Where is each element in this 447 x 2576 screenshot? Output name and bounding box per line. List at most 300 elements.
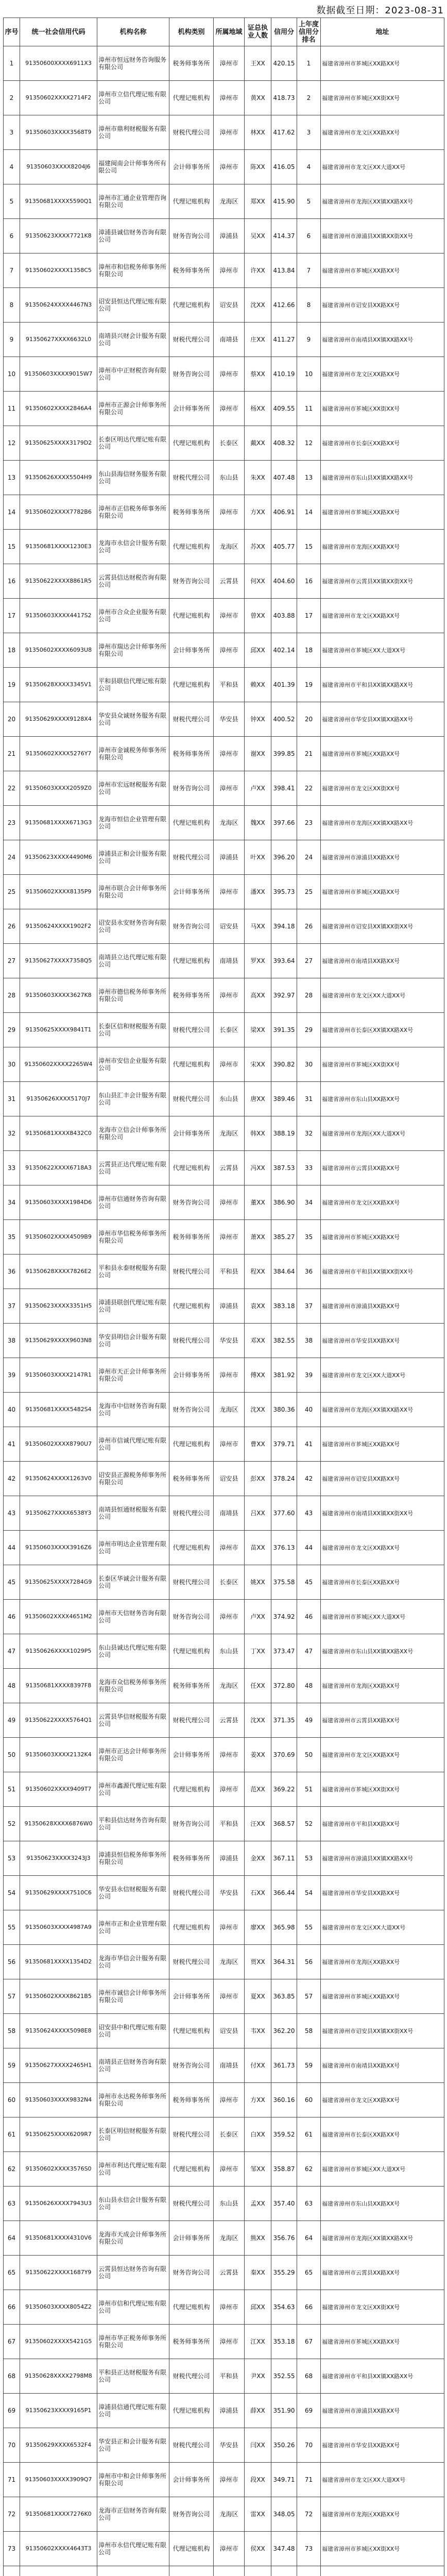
- cell-score: 364.31: [271, 1945, 297, 1979]
- table-body: [4, 46, 444, 2576]
- cell-credit-code: 91350622XXXX8861R5: [20, 564, 97, 599]
- table-row: [4, 2290, 444, 2325]
- cell-credit-code: 91350603XXXX4417S2: [20, 599, 97, 633]
- cell-address: 福建省漳州市龙文区XX大道XX号: [321, 150, 444, 184]
- table-row: [4, 702, 444, 737]
- cell-address: 福建省漳州市龙海区XX路XX号: [321, 2497, 444, 2532]
- table-row: [4, 771, 444, 806]
- cell-credit-code: 91350602XXXX3576S0: [20, 2152, 97, 2187]
- cell-score: 372.80: [271, 1669, 297, 1703]
- cell-staff: 邹XX: [245, 2152, 271, 2187]
- cell-no: 13: [4, 461, 20, 495]
- cell-address: 福建省漳州市芗城区XX路XX号: [321, 46, 444, 81]
- cell-org-type: 税务师事务所: [169, 1220, 214, 1255]
- cell-address: 福建省漳州市诏安县XX镇XX街XX号: [321, 909, 444, 944]
- cell-org-name: 漳州市和信税务师事务所有限公司: [97, 253, 169, 288]
- cell-credit-code: 91350600XXXX6911X3: [20, 46, 97, 81]
- cell-org-name: 漳州市正信税务师事务所有限公司: [97, 495, 169, 530]
- cell-org-name: 诏安县正源税务师事务所有限公司: [97, 1462, 169, 1496]
- cell-region: 漳州市: [214, 1910, 245, 1945]
- cell-no: 23: [4, 806, 20, 840]
- cell-region: 漳州市: [214, 2083, 245, 2117]
- cell-no: 47: [4, 1634, 20, 1669]
- cell-staff: 谢XX: [245, 737, 271, 771]
- cell-staff: 黄XX: [245, 81, 271, 115]
- cell-region: 龙海区: [214, 2497, 245, 2532]
- cell-region: 诏安县: [214, 288, 245, 323]
- cell-address: 福建省漳州市云霄县XX镇XX街XX号: [321, 564, 444, 599]
- table-row: [4, 2048, 444, 2083]
- cell-score: 418.73: [271, 81, 297, 115]
- cell-rank: 2: [297, 81, 321, 115]
- cell-org-name: 南靖县立达代理记账有限公司: [97, 944, 169, 978]
- cell-org-type: 财务咨询公司: [169, 2497, 214, 2532]
- cell-staff: 白XX: [245, 2117, 271, 2152]
- cell-org-name: 东山县永信会计服务有限公司: [97, 2187, 169, 2221]
- cell-org-type: 代理记账机构: [169, 806, 214, 840]
- cell-rank: 20: [297, 702, 321, 737]
- cell-address: 福建省漳州市龙文区XX路XX号: [321, 1531, 444, 1565]
- cell-no: 58: [4, 2014, 20, 2048]
- cell-credit-code: 91350625XXXX3179D2: [20, 426, 97, 461]
- cell-no: 42: [4, 1462, 20, 1496]
- cell-credit-code: 91350626XXXX5170J7: [20, 1082, 97, 1116]
- cell-staff: 曹XX: [245, 1427, 271, 1462]
- cell-org-type: 代理记账机构: [169, 81, 214, 115]
- col-header-org-name: 机构名称: [97, 18, 169, 46]
- cell-region: 漳州市: [214, 633, 245, 668]
- table-row: [4, 392, 444, 426]
- cell-no: 2: [4, 81, 20, 115]
- cell-rank: 36: [297, 1255, 321, 1289]
- cell-no: 25: [4, 875, 20, 909]
- cell-score: 388.19: [271, 1116, 297, 1151]
- cell-no: 1: [4, 46, 20, 81]
- cell-rank: 67: [297, 2325, 321, 2359]
- cell-rank: 15: [297, 530, 321, 564]
- cell-address: 福建省漳州市云霄县XX路XX号: [321, 1703, 444, 1738]
- cell-address: 福建省漳州市漳浦县XX镇XX街XX号: [321, 219, 444, 253]
- cell-no: 38: [4, 1324, 20, 1358]
- cell-org-name: 漳浦县联创代理记账有限公司: [97, 1289, 169, 1324]
- cell-rank: 25: [297, 875, 321, 909]
- cell-score: 396.20: [271, 840, 297, 875]
- table-row: [4, 323, 444, 357]
- cell-no: 71: [4, 2463, 20, 2497]
- cell-no: 62: [4, 2152, 20, 2187]
- cell-address: 福建省漳州市东山县XX路XX号: [321, 2187, 444, 2221]
- cell-org-type: 代理记账机构: [169, 1047, 214, 1082]
- cell-rank: 30: [297, 1047, 321, 1082]
- cell-org-name: 平和县联信代理记账有限公司: [97, 668, 169, 702]
- cell-score: 387.53: [271, 1151, 297, 1185]
- cell-region: 平和县: [214, 2359, 245, 2394]
- cell-region: 龙海区: [214, 530, 245, 564]
- cell-org-name: 龙海市众信税务师事务所有限公司: [97, 1669, 169, 1703]
- table-row: [4, 1393, 444, 1427]
- cell-org-name: 长泰区明信财税服务有限公司: [97, 2117, 169, 2152]
- cell-org-name: 漳州市立信代理记账有限公司: [97, 81, 169, 115]
- cell-address: 福建省漳州市华安县XX镇XX路XX号: [321, 702, 444, 737]
- table-row: [4, 2325, 444, 2359]
- cell-rank: 58: [297, 2014, 321, 2048]
- cell-no: 33: [4, 1151, 20, 1185]
- cell-no: 55: [4, 1910, 20, 1945]
- cell-rank: 13: [297, 461, 321, 495]
- cell-no: 37: [4, 1289, 20, 1324]
- cell-score: 353.18: [271, 2325, 297, 2359]
- cell-staff: 许XX: [245, 253, 271, 288]
- cell-address: 福建省漳州市龙海区XX镇XX路XX号: [321, 806, 444, 840]
- cell-org-type: 税务师事务所: [169, 495, 214, 530]
- cell-no: 14: [4, 495, 20, 530]
- cell-address: 福建省漳州市芗城区XX街XX号: [321, 392, 444, 426]
- cell-staff: 高XX: [245, 978, 271, 1013]
- table-row: [4, 2083, 444, 2117]
- cell-credit-code: 91350602XXXX8135P9: [20, 875, 97, 909]
- cell-credit-code: 91350623XXXX4490M6: [20, 840, 97, 875]
- cell-staff: 王XX: [245, 46, 271, 81]
- cell-rank: 62: [297, 2152, 321, 2187]
- cell-org-name: 华安县众诚财务服务有限公司: [97, 702, 169, 737]
- cell-region: 龙海区: [214, 1669, 245, 1703]
- cell-rank: 42: [297, 1462, 321, 1496]
- cell-credit-code: 91350602XXXX4643T3: [20, 2532, 97, 2566]
- cell-address: 福建省漳州市龙文区XX大道XX号: [321, 1910, 444, 1945]
- cell-address: 福建省漳州市漳浦县XX路XX号: [321, 840, 444, 875]
- table-row: [4, 2152, 444, 2187]
- cell-org-type: 会计师事务所: [169, 1116, 214, 1151]
- cell-score: 348.05: [271, 2497, 297, 2532]
- cell-org-name: 漳州市华正税务师事务所有限公司: [97, 2325, 169, 2359]
- cell-no: 36: [4, 1255, 20, 1289]
- cell-org-name: 东山县诚达代理记账有限公司: [97, 1634, 169, 1669]
- cell-staff: 苏XX: [245, 530, 271, 564]
- cell-org-name: 南靖县兴财会计服务有限公司: [97, 323, 169, 357]
- cell-no: 73: [4, 2532, 20, 2566]
- cell-org-name: 漳州市利达代理记账有限公司: [97, 2152, 169, 2187]
- table-row: [4, 668, 444, 702]
- cell-credit-code: 91350681XXXX5590Q1: [20, 184, 97, 219]
- cell-org-type: 财务咨询公司: [169, 1600, 214, 1634]
- col-header-rank: 上年度信用分排名: [297, 18, 321, 46]
- cell-no: 28: [4, 978, 20, 1013]
- cell-rank: 48: [297, 1669, 321, 1703]
- cell-org-type: 税务师事务所: [169, 253, 214, 288]
- cell-no: 6: [4, 219, 20, 253]
- table-row: [4, 1600, 444, 1634]
- cell-region: 漳州市: [214, 253, 245, 288]
- cell-org-name: 华安县明信会计服务有限公司: [97, 1324, 169, 1358]
- cell-region: 东山县: [214, 461, 245, 495]
- cell-address: 福建省漳州市芗城区XX路XX号: [321, 737, 444, 771]
- cell-org-type: 财税代理公司: [169, 1013, 214, 1047]
- cell-org-type: 财税代理公司: [169, 840, 214, 875]
- cell-rank: 71: [297, 2463, 321, 2497]
- cell-credit-code: 91350602XXXX9409T7: [20, 1772, 97, 1807]
- cell-score: 408.32: [271, 426, 297, 461]
- cell-org-type: 财税代理公司: [169, 461, 214, 495]
- cell-score: 359.52: [271, 2117, 297, 2152]
- cell-no: 44: [4, 1531, 20, 1565]
- cell-staff: 雷XX: [245, 2497, 271, 2532]
- cell-rank: 9: [297, 323, 321, 357]
- cell-credit-code: 91350624XXXX1263V0: [20, 1462, 97, 1496]
- cell-region: 漳州市: [214, 1772, 245, 1807]
- cell-org-type: 财税代理公司: [169, 1082, 214, 1116]
- cell-rank: 45: [297, 1565, 321, 1600]
- cell-score: 402.14: [271, 633, 297, 668]
- cell-org-name: 漳州市正源会计师事务所有限公司: [97, 392, 169, 426]
- cell-credit-code: 91350629XXXX7510C6: [20, 1876, 97, 1910]
- cell-no: 45: [4, 1565, 20, 1600]
- cell-rank: [297, 2566, 321, 2576]
- cell-rank: 37: [297, 1289, 321, 1324]
- cell-rank: 27: [297, 944, 321, 978]
- cell-score: 347.48: [271, 2532, 297, 2566]
- table-row: [4, 1807, 444, 1841]
- cell-org-name: 漳州市金诚税务师事务所有限公司: [97, 737, 169, 771]
- cell-org-type: 代理记账机构: [169, 2532, 214, 2566]
- cell-org-name: 龙海市恒信企业管理有限公司: [97, 806, 169, 840]
- cell-credit-code: 91350603XXXX2059Z0: [20, 771, 97, 806]
- cell-org-name: 漳州市恒远财务咨询服务有限公司: [97, 46, 169, 81]
- cell-region: 漳州市: [214, 1979, 245, 2014]
- cell-score: 404.60: [271, 564, 297, 599]
- cell-no: 7: [4, 253, 20, 288]
- cell-no: 69: [4, 2394, 20, 2428]
- cell-no: 4: [4, 150, 20, 184]
- cell-org-type: 代理记账机构: [169, 2014, 214, 2048]
- cell-credit-code: 91350602XXXX8790U7: [20, 1427, 97, 1462]
- cell-org-name: 漳州市鼎利财税服务有限公司: [97, 115, 169, 150]
- cell-credit-code: 91350602XXXX7782B6: [20, 495, 97, 530]
- cell-credit-code: 91350622XXXX5764Q1: [20, 1703, 97, 1738]
- cell-no: 29: [4, 1013, 20, 1047]
- cell-rank: 46: [297, 1600, 321, 1634]
- table-row: [4, 1841, 444, 1876]
- cell-address: 福建省漳州市龙文区XX路XX号: [321, 1185, 444, 1220]
- cell-score: 358.87: [271, 2152, 297, 2187]
- cell-staff: 罗XX: [245, 944, 271, 978]
- table-row: [4, 1772, 444, 1807]
- table-row: [4, 944, 444, 978]
- cell-org-type: 财税代理公司: [169, 702, 214, 737]
- table-row: [4, 495, 444, 530]
- cell-org-type: 税务师事务所: [169, 737, 214, 771]
- table-row: [4, 461, 444, 495]
- cell-org-name: [97, 2566, 169, 2576]
- table-row: [4, 806, 444, 840]
- cell-org-name: 龙海市中信财务咨询有限公司: [97, 1393, 169, 1427]
- cell-org-name: 福建闽南会计师事务所有限公司: [97, 150, 169, 184]
- col-header-address: 地址: [321, 18, 444, 46]
- cell-org-type: 代理记账机构: [169, 426, 214, 461]
- cell-org-type: 财税代理公司: [169, 2187, 214, 2221]
- cell-address: 福建省漳州市长泰区XX路XX号: [321, 2117, 444, 2152]
- table-row: [4, 2497, 444, 2532]
- cell-score: 384.64: [271, 1255, 297, 1289]
- cell-region: 漳州市: [214, 2152, 245, 2187]
- table-row: [4, 288, 444, 323]
- cell-rank: 41: [297, 1427, 321, 1462]
- cell-org-type: 财税代理公司: [169, 1255, 214, 1289]
- cell-no: 15: [4, 530, 20, 564]
- cell-score: 412.66: [271, 288, 297, 323]
- cell-credit-code: 91350627XXXX2465H1: [20, 2048, 97, 2083]
- table-row: [4, 530, 444, 564]
- cell-org-type: 代理记账机构: [169, 530, 214, 564]
- cell-org-name: 漳州市中和会计师事务所有限公司: [97, 2463, 169, 2497]
- cell-no: 8: [4, 288, 20, 323]
- cell-credit-code: 91350629XXXX6532F4: [20, 2428, 97, 2463]
- table-row: [4, 1255, 444, 1289]
- cell-region: 漳州市: [214, 495, 245, 530]
- cell-org-type: 代理记账机构: [169, 1151, 214, 1185]
- cell-region: 平和县: [214, 1807, 245, 1841]
- cell-credit-code: 91350622XXXX1687Y9: [20, 2256, 97, 2290]
- cell-credit-code: 91350603XXXX8054Z2: [20, 2290, 97, 2325]
- cell-rank: 11: [297, 392, 321, 426]
- cell-address: 福建省漳州市平和县XX路XX号: [321, 1807, 444, 1841]
- cell-org-name: 长泰区信和财税服务有限公司: [97, 1013, 169, 1047]
- cell-no: 17: [4, 599, 20, 633]
- cell-score: 371.35: [271, 1703, 297, 1738]
- cell-address: 福建省漳州市漳浦县XX路XX号: [321, 2394, 444, 2428]
- col-header-region: 所属地域: [214, 18, 245, 46]
- cell-staff: 萧XX: [245, 1220, 271, 1255]
- cell-rank: 47: [297, 1634, 321, 1669]
- cell-address: 福建省漳州市龙文区XX街XX号: [321, 771, 444, 806]
- cell-score: 352.55: [271, 2359, 297, 2394]
- cell-region: 漳州市: [214, 771, 245, 806]
- cell-staff: 程XX: [245, 1255, 271, 1289]
- table-row: [4, 1082, 444, 1116]
- cell-address: 福建省漳州市龙海区XX大道XX号: [321, 1116, 444, 1151]
- cell-org-type: 代理记账机构: [169, 944, 214, 978]
- table-row: [4, 2014, 444, 2048]
- table-row: [4, 2566, 444, 2576]
- cell-org-name: 漳州市联合会计师事务所有限公司: [97, 875, 169, 909]
- cell-region: 华安县: [214, 2428, 245, 2463]
- cell-staff: 赖XX: [245, 668, 271, 702]
- cell-no: 50: [4, 1738, 20, 1772]
- cell-credit-code: 91350628XXXX7826E2: [20, 1255, 97, 1289]
- cell-address: 福建省漳州市长泰区XX路XX号: [321, 426, 444, 461]
- cell-score: 365.98: [271, 1910, 297, 1945]
- cell-credit-code: 91350602XXXX8621B5: [20, 1979, 97, 2014]
- cell-address: 福建省漳州市芗城区XX街XX号: [321, 1047, 444, 1082]
- cell-org-type: 财税代理公司: [169, 1945, 214, 1979]
- cell-score: 381.92: [271, 1358, 297, 1393]
- cell-credit-code: 91350629XXXX9603N8: [20, 1324, 97, 1358]
- cell-credit-code: 91350626XXXX7943U3: [20, 2187, 97, 2221]
- cell-rank: 29: [297, 1013, 321, 1047]
- cell-rank: 59: [297, 2048, 321, 2083]
- cell-credit-code: 91350681XXXX8397F8: [20, 1669, 97, 1703]
- table-row: [4, 1116, 444, 1151]
- cell-no: 18: [4, 633, 20, 668]
- cell-org-type: 会计师事务所: [169, 150, 214, 184]
- cell-rank: 57: [297, 1979, 321, 2014]
- cell-org-type: 代理记账机构: [169, 288, 214, 323]
- cell-address: 福建省漳州市芗城区XX路XX号: [321, 1979, 444, 2014]
- table-row: [4, 1910, 444, 1945]
- cell-staff: 方XX: [245, 2083, 271, 2117]
- cell-score: 391.35: [271, 1013, 297, 1047]
- cell-address: 福建省漳州市芗城区XX大道XX号: [321, 2152, 444, 2187]
- cell-staff: 苗XX: [245, 1531, 271, 1565]
- cell-rank: 65: [297, 2256, 321, 2290]
- cell-score: 377.60: [271, 1496, 297, 1531]
- cell-staff: 朱XX: [245, 461, 271, 495]
- cell-region: 诏安县: [214, 909, 245, 944]
- col-header-score: 信用分: [271, 18, 297, 46]
- cell-staff: 段XX: [245, 2463, 271, 2497]
- cell-org-type: 代理记账机构: [169, 1531, 214, 1565]
- cell-org-type: 税务师事务所: [169, 2083, 214, 2117]
- cell-score: 407.48: [271, 461, 297, 495]
- cell-org-name: 长泰区华诚会计服务有限公司: [97, 1565, 169, 1600]
- cell-staff: 郑XX: [245, 184, 271, 219]
- cell-score: 376.13: [271, 1531, 297, 1565]
- cell-staff: 何XX: [245, 564, 271, 599]
- cell-score: 374.92: [271, 1600, 297, 1634]
- cell-region: 长泰区: [214, 1565, 245, 1600]
- cell-credit-code: 91350602XXXX2714F2: [20, 81, 97, 115]
- cell-no: 54: [4, 1876, 20, 1910]
- cell-rank: 70: [297, 2428, 321, 2463]
- cell-credit-code: 91350603XXXX4987A9: [20, 1910, 97, 1945]
- cell-staff: 金XX: [245, 1841, 271, 1876]
- cell-address: 福建省漳州市龙文区XX街XX号: [321, 2290, 444, 2325]
- cell-region: 漳浦县: [214, 219, 245, 253]
- cell-staff: 冯XX: [245, 1151, 271, 1185]
- cell-address: 福建省漳州市龙文区XX路XX号: [321, 1738, 444, 1772]
- cell-score: 394.18: [271, 909, 297, 944]
- cell-region: 漳州市: [214, 2290, 245, 2325]
- report-header: [0, 0, 447, 18]
- cell-no: 20: [4, 702, 20, 737]
- cell-score: 395.73: [271, 875, 297, 909]
- table-row: [4, 2359, 444, 2394]
- cell-org-name: 漳州市信和代理记账有限公司: [97, 2290, 169, 2325]
- cell-region: 漳州市: [214, 1427, 245, 1462]
- cell-address: 福建省漳州市芗城区XX大道XX号: [321, 1600, 444, 1634]
- table-row: [4, 1289, 444, 1324]
- cell-org-name: 漳浦县诚信财务咨询有限公司: [97, 219, 169, 253]
- cell-no: 26: [4, 909, 20, 944]
- cell-org-name: 南靖县恒通财税服务有限公司: [97, 1496, 169, 1531]
- table-row: [4, 1185, 444, 1220]
- cell-region: 漳州市: [214, 599, 245, 633]
- cell-staff: 沈XX: [245, 1393, 271, 1427]
- cell-region: 龙海区: [214, 184, 245, 219]
- cell-score: 392.97: [271, 978, 297, 1013]
- cell-score: 351.90: [271, 2394, 297, 2428]
- cell-no: 21: [4, 737, 20, 771]
- cell-no: 72: [4, 2497, 20, 2532]
- cell-org-type: 会计师事务所: [169, 875, 214, 909]
- cell-rank: 61: [297, 2117, 321, 2152]
- cell-address: 福建省漳州市芗城区XX街XX号: [321, 81, 444, 115]
- cell-credit-code: 91350624XXXX4467N3: [20, 288, 97, 323]
- cell-org-name: 云霄县信达财税咨询有限公司: [97, 564, 169, 599]
- cell-org-name: 龙海市正信财务咨询有限公司: [97, 2497, 169, 2532]
- table-row: [4, 1462, 444, 1496]
- cell-org-type: 财税代理公司: [169, 1876, 214, 1910]
- cell-credit-code: 91350681XXXX1230E3: [20, 530, 97, 564]
